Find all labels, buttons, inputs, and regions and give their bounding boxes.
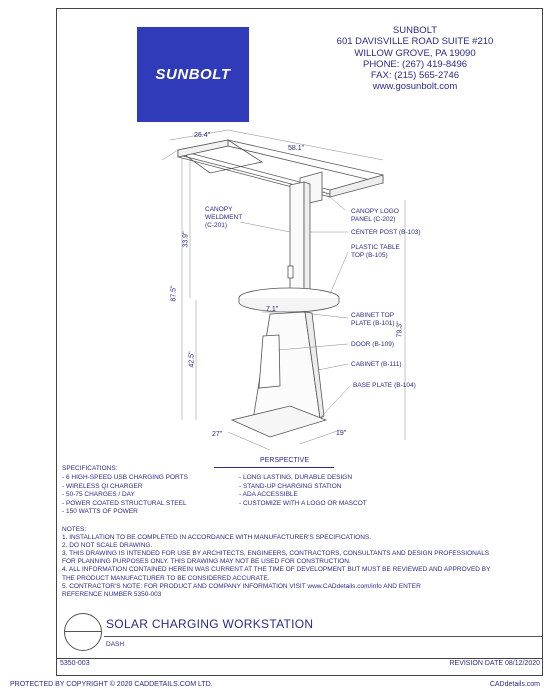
company-phone: PHONE: (267) 419-8496	[362, 58, 468, 70]
title-underline	[104, 636, 542, 637]
detail-bubble-divider	[64, 631, 102, 632]
label-cabinet: CABINET (B-111)	[351, 361, 402, 368]
dim-overall-height: 87.5"	[170, 285, 178, 302]
logo-text: SUNBOLT	[155, 66, 231, 83]
company-website[interactable]: www.gosunbolt.com	[372, 81, 458, 93]
view-label: PERSPECTIVE	[260, 457, 310, 464]
note-line: 1. INSTALLATION TO BE COMPLETED IN ACCORDANCE WITH MANUFACTURER'S SPECIFICATIONS.	[62, 534, 372, 542]
label-canopy-weldment-line3: (C-201)	[205, 222, 228, 229]
note-line: 3. THIS DRAWING IS INTENDED FOR USE BY ARCHITECTS, ENGINEERS, CONTRACTORS, CONSULTANTS AND DESIGN PROFESSIONALS	[62, 550, 490, 558]
dim-table-height: 79.3"	[396, 321, 404, 338]
spec-item: - WIRELESS QI CHARGER	[62, 482, 143, 490]
label-canopy-logo-panel	[351, 208, 399, 224]
label-base-plate: BASE PLATE (B-104)	[353, 382, 416, 389]
dim-canopy-depth: 26.4"	[194, 132, 211, 139]
company-fax: FAX: (215) 565-2746	[370, 70, 460, 82]
drawing-title: SOLAR CHARGING WORKSTATION	[106, 617, 314, 631]
label-plastic-table-top	[351, 244, 400, 260]
note-line: FOR PLANNING PURPOSES ONLY. THIS DRAWING MAY NOT BE USED FOR CONSTRUCTION.	[62, 558, 351, 566]
note-line: 4. ALL INFORMATION CONTAINED HEREIN WAS CURRENT AT THE TIME OF DEVELOPMENT BUT MUST BE REVIEWED AND APPROVED BY	[62, 566, 491, 574]
spec-item: - STAND-UP CHARGING STATION	[239, 482, 342, 490]
spec-item: - POWER COATED STRUCTURAL STEEL	[62, 499, 187, 507]
spec-item: - 6 HIGH-SPEED USB CHARGING PORTS	[62, 474, 188, 481]
reference-number: 5350-003	[60, 660, 90, 667]
plastic-table-top	[239, 288, 339, 312]
caddetails-link[interactable]: CADdetails.com	[489, 681, 540, 688]
view-label-underline	[214, 467, 334, 468]
note-line: 5. CONTRACTOR'S NOTE: FOR PRODUCT AND COMPANY INFORMATION VISIT www.CADdetails.com/info AND ENTER	[62, 582, 421, 590]
detail-bubble	[64, 613, 102, 651]
note-line: 2. DO NOT SCALE DRAWING.	[62, 542, 153, 550]
label-canopy-logo-line1: CANOPY LOGO	[351, 208, 399, 215]
spec-item: - ADA ACCESSIBLE	[239, 491, 298, 499]
spec-item: - CUSTOMIZE WITH A LOGO OR MASCOT	[239, 499, 367, 507]
dim-post-height: 33.9"	[182, 231, 190, 248]
specifications-heading: SPECIFICATIONS:	[62, 465, 118, 472]
label-door: DOOR (B-109)	[351, 341, 394, 348]
label-canopy-weldment-line1: CANOPY	[205, 206, 233, 213]
company-address-line1: 601 DAVISVILLE ROAD SUITE #210	[336, 36, 494, 48]
cabinet	[253, 312, 324, 420]
center-post	[288, 182, 310, 302]
dim-cabinet-height: 42.5"	[188, 351, 196, 368]
canopy-weldment	[178, 140, 383, 197]
label-plastic-table-line1: PLASTIC TABLE	[351, 244, 400, 251]
dim-base-depth: 27"	[212, 431, 223, 438]
label-canopy-weldment	[205, 206, 242, 230]
specifications-left-list	[62, 474, 188, 517]
dim-base-width: 19"	[336, 430, 347, 437]
dim-canopy-width: 58.1"	[288, 145, 305, 152]
revision-date: REVISION DATE 08/12/2020	[449, 660, 540, 667]
note-line: REFERENCE NUMBER 5350-003	[62, 590, 162, 598]
company-name: SUNBOLT	[392, 25, 438, 36]
label-cabinet-top-plate	[351, 312, 395, 328]
spec-item: - 150 WATTS OF POWER	[62, 508, 138, 516]
label-cabinet-top-line1: CABINET TOP	[351, 312, 394, 319]
spec-item: - 50-75 CHARGES / DAY	[62, 491, 135, 499]
label-canopy-logo-line2: PANEL (C-202)	[351, 216, 396, 223]
company-address-line2: WILLOW GROVE, PA 19090	[354, 47, 476, 59]
notes-section	[62, 526, 502, 599]
drawing-subtitle: DASH	[106, 641, 125, 648]
title-block-divider	[56, 658, 543, 659]
spec-item: - LONG LASTING, DURABLE DESIGN	[239, 474, 353, 481]
label-plastic-table-line2: TOP (B-105)	[351, 252, 388, 259]
note-line: THE PRODUCT MANUFACTURER TO BE CONSIDERED ACCURATE.	[62, 574, 270, 582]
label-cabinet-top-line2: PLATE (B-101)	[351, 320, 395, 327]
specifications-right-list	[239, 474, 367, 508]
dim-cabinet-width: 7.1"	[266, 306, 279, 313]
label-center-post: CENTER POST (B-103)	[351, 229, 421, 236]
copyright-notice: PROTECTED BY COPYRIGHT © 2020 CADDETAILS.COM LTD.	[10, 681, 213, 688]
notes-heading: NOTES:	[62, 526, 87, 533]
label-canopy-weldment-line2: WELDMENT	[205, 214, 243, 221]
